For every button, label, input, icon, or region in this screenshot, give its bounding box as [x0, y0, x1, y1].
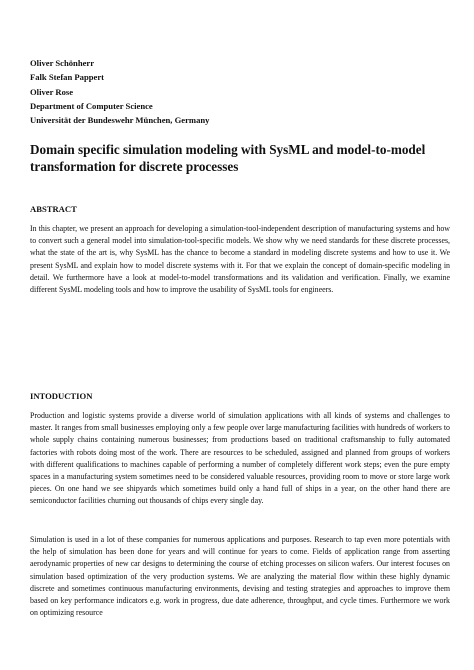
abstract-heading: ABSTRACT: [30, 204, 77, 214]
introduction-heading: INTODUCTION: [30, 391, 93, 401]
introduction-paragraph: Simulation is used in a lot of these companies for numerous applications and purposes. Research to tap even more potentials with the help of simulation has been done for years and will continue for years to come. Fields of application range from asserting aerodynamic properties of new car designs to determining the course of etching processes on silicon wafers. Our interest focuses on simulation based optimization of the very production systems. We are analyzing the material flow within these highly dynamic discrete and sometimes continuous manufacturing environments, devising and testing strategies and approaches to improve them based on key performance indicators e.g. work in progress, due date adherence, throughput, and cycle times. Furthermore we work on optimizing resource: [30, 535, 450, 618]
paper-title: Domain specific simulation modeling with SysML and model-to-model transformation for discrete processes: [30, 142, 426, 174]
author-block: [30, 56, 209, 127]
author-affiliation: Universität der Bundeswehr München, Germany: [30, 115, 210, 126]
author-name: Oliver Schönherr: [30, 58, 95, 68]
author-name: Falk Stefan Pappert: [30, 72, 104, 83]
author-name: Oliver Rose: [30, 86, 74, 97]
abstract-text: In this chapter, we present an approach for developing a simulation-tool-independent description of manufacturing systems and how to convert such a general model into simulation-tool-specific models. We show why we need standards for these discrete processes, what the state of the art is, why SysML has the chance to become a standard in modeling discrete systems and how to use it. We present SysML and explain how to model discrete systems with it. For that we explain the concept of domain-specific modeling in detail. We furthermore have a look at model-to-model transformations and its validation and verification. Finally, we examine different SysML modeling tools and how to improve the usability of SysML tools for engineers.: [30, 224, 450, 295]
introduction-paragraph: Production and logistic systems provide a diverse world of simulation applications with all kinds of systems and challenges to master. It ranges from small businesses employing only a few people over large manufacturing facilities with hundreds of workers to whole supply chains containing numerous businesses; from productions based on traditional craftsmanship to fully automated factories with robots doing most of the work. There are resources to be scheduled, assigned and planned from groups of workers with different qualifications to machines capable of performing a number of completely different work steps; even the pure empty spaces in a manufacturing system sometimes need to be considered valuable resources, providing room to move or store large work pieces. On one hand we see shipyards which sometimes build only a hand full of ships in a year, on the other hand there are semiconductor facilities churning out thousands of chips every single day.: [30, 411, 450, 506]
author-department: Department of Computer Science: [30, 100, 153, 111]
